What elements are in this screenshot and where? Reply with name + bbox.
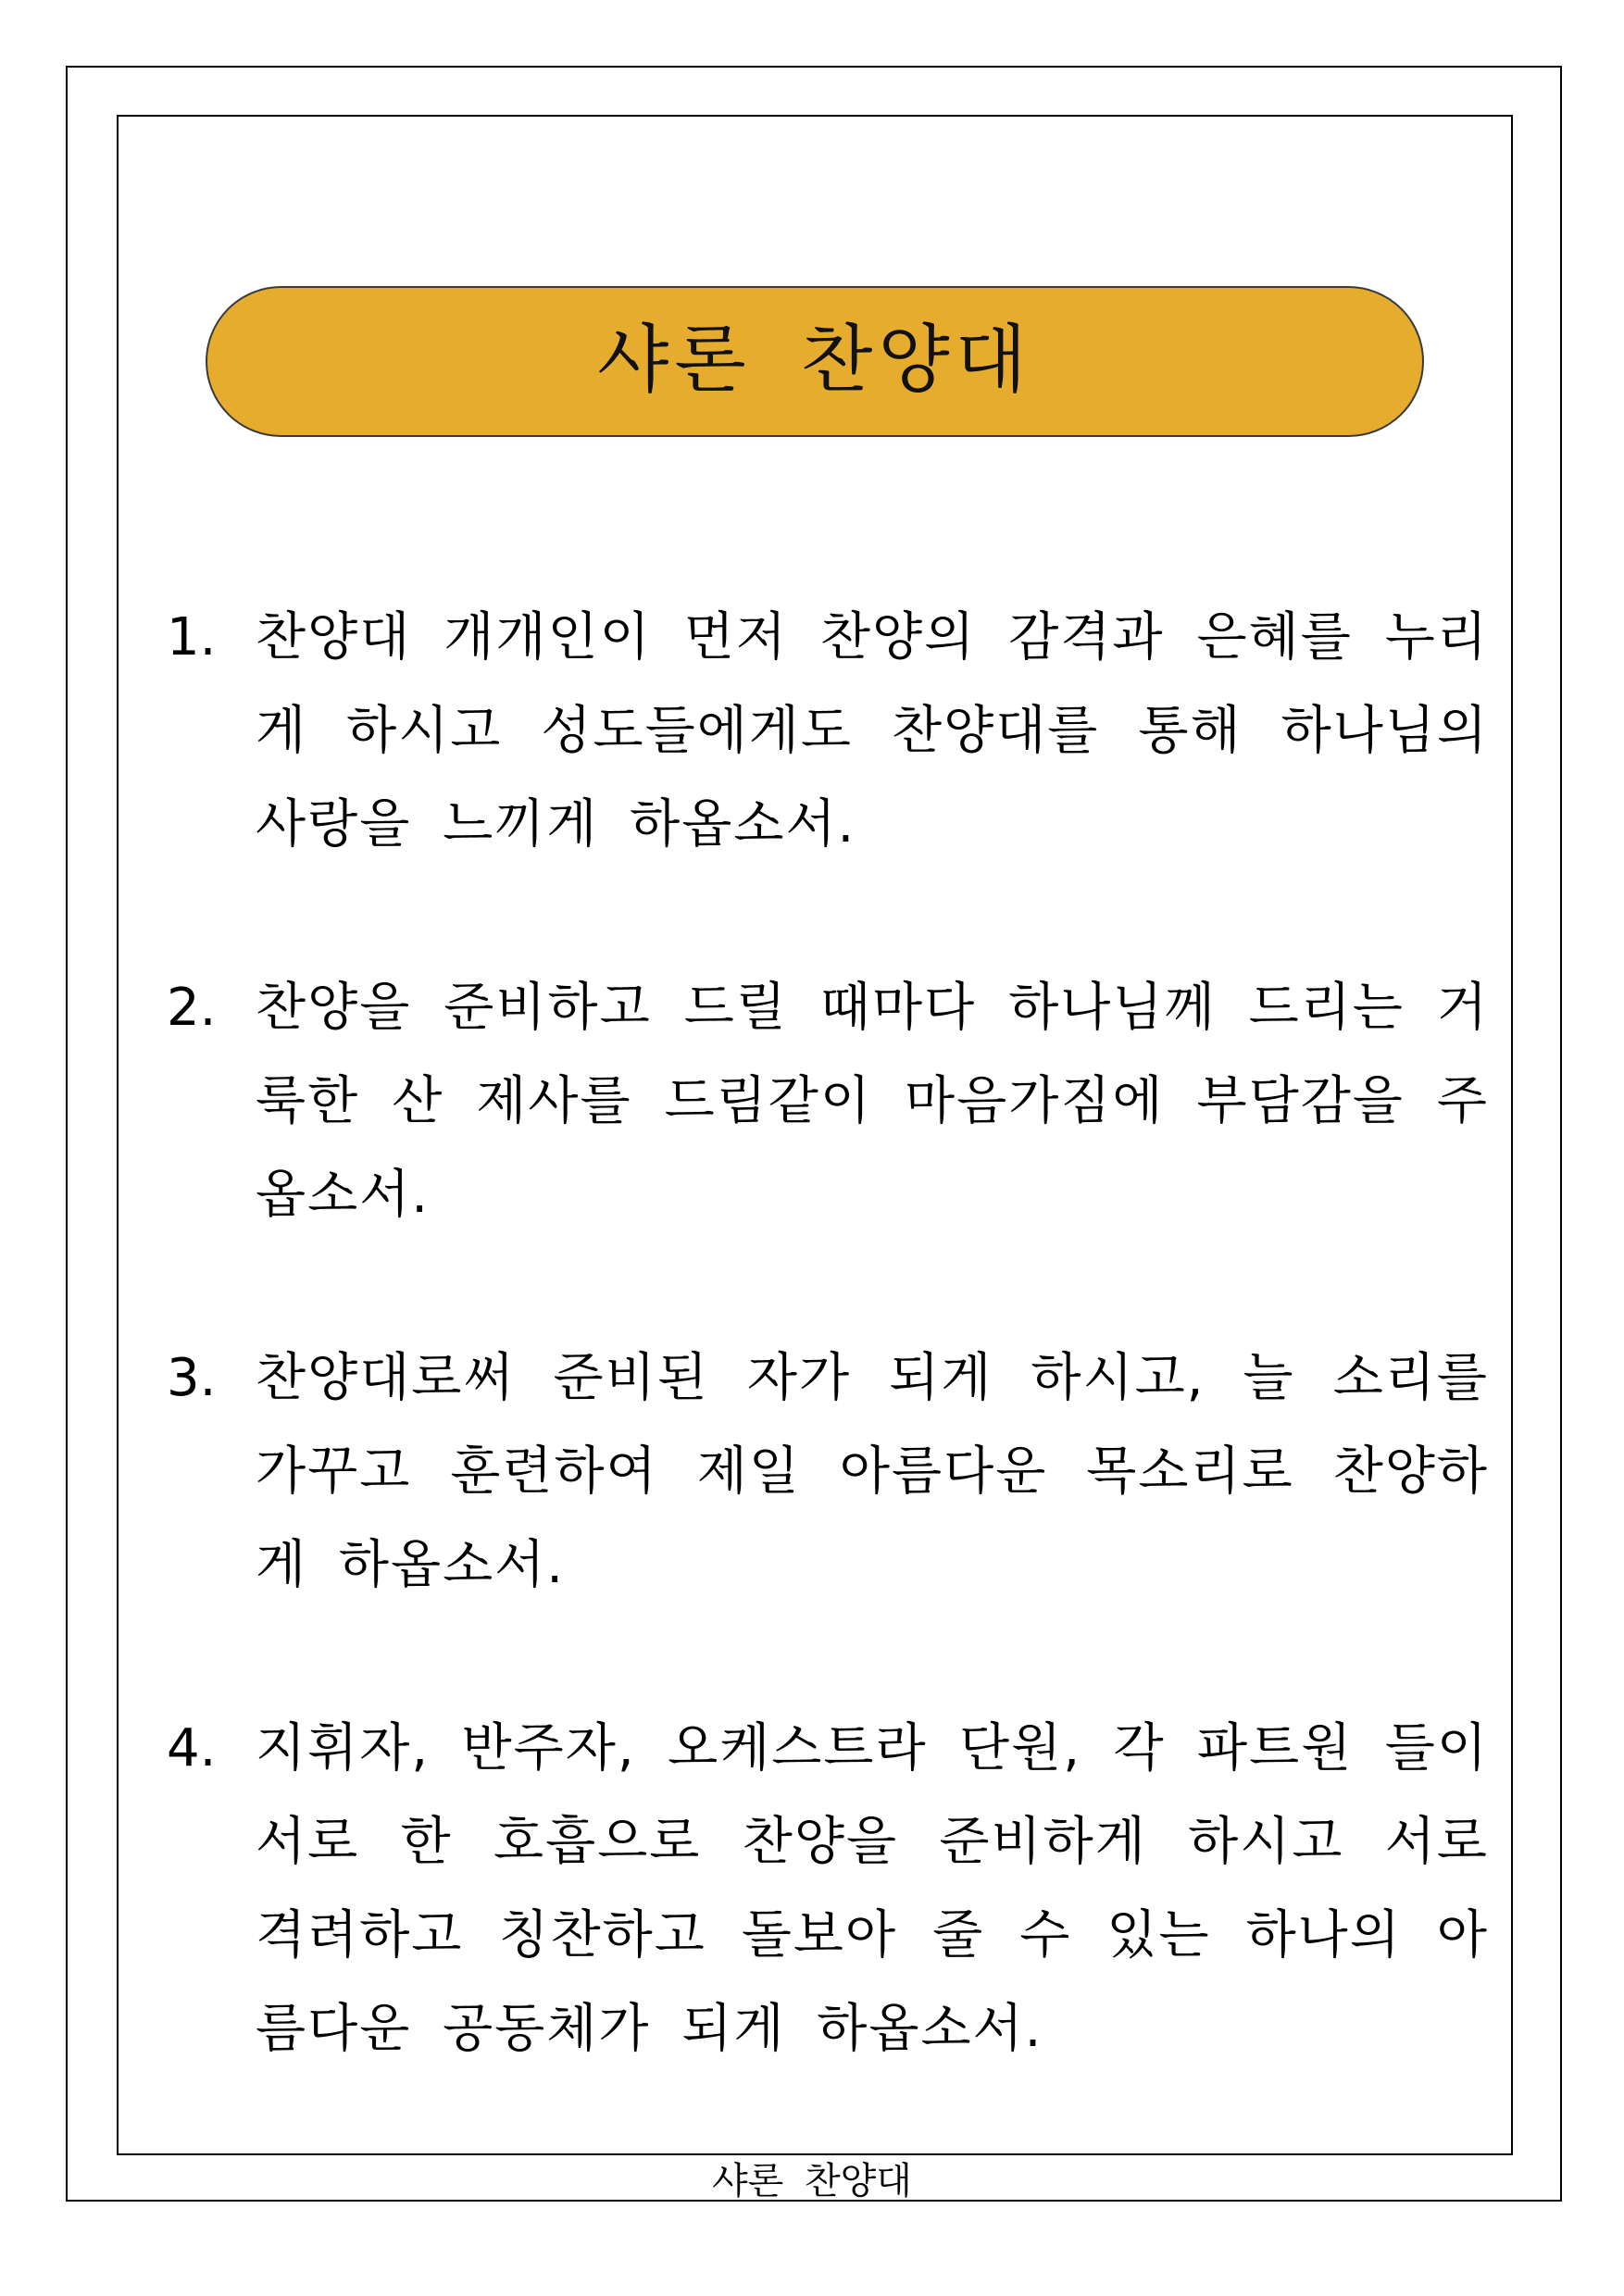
page-footer: 샤론 찬양대 xyxy=(712,2160,912,2202)
item-text: 찬양대 개개인이 먼저 찬양의 감격과 은혜를 누리게 하시고 성도들에게도 찬양대를 통해 하나님의 사랑을 느끼게 하옵소서. xyxy=(256,607,1489,855)
item-number: 1. xyxy=(167,607,217,668)
item-text: 지휘자, 반주자, 오케스트라 단원, 각 파트원 들이 서로 한 호흡으로 찬양을 준비하게 하시고 서로 격려하고 칭찬하고 돌보아 줄 수 있는 하나의 아름다운 공동체가 되게 하옵소서. xyxy=(256,1718,1489,2059)
item-number: 3. xyxy=(167,1348,217,1408)
item-number: 4. xyxy=(167,1718,217,1778)
prayer-list xyxy=(167,591,1489,2165)
page-title: 샤론 찬양대 xyxy=(597,316,1032,403)
item-number: 2. xyxy=(167,978,217,1038)
item-text: 찬양을 준비하고 드릴 때마다 하나님께 드리는 거룩한 산 제사를 드림같이 마음가짐에 부담감을 주옵소서. xyxy=(256,978,1489,1225)
list-item xyxy=(167,591,1489,871)
list-item xyxy=(167,1331,1489,1612)
list-item xyxy=(167,961,1489,1242)
list-item xyxy=(167,1702,1489,2076)
item-text: 찬양대로써 준비된 자가 되게 하시고, 늘 소리를 가꾸고 훈련하여 제일 아름다운 목소리로 찬양하게 하옵소서. xyxy=(256,1348,1489,1595)
title-banner xyxy=(206,286,1424,437)
